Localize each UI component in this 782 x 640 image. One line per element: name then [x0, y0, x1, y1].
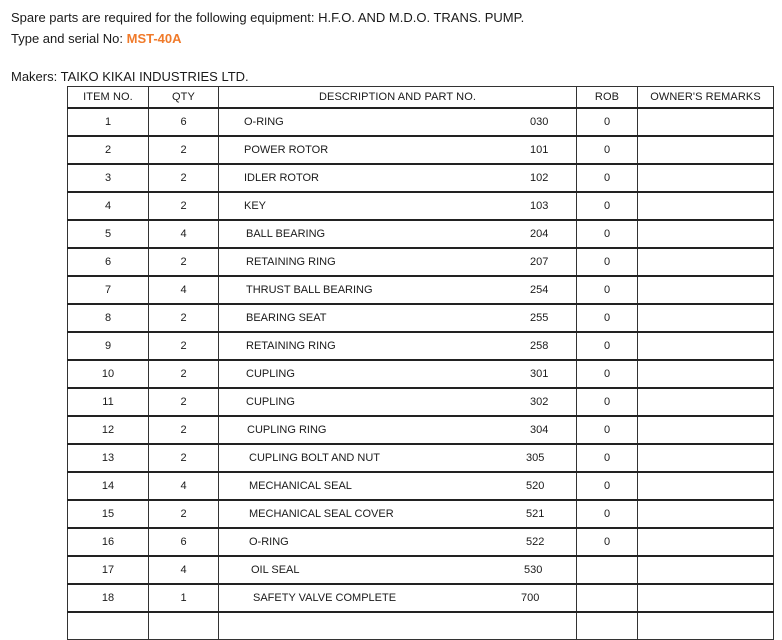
table-row	[68, 220, 774, 248]
cell-rob: 0	[577, 444, 638, 472]
header-description: DESCRIPTION AND PART NO.	[219, 87, 577, 109]
cell-rob	[577, 584, 638, 612]
cell-description	[219, 108, 577, 136]
cell-qty: 2	[149, 164, 219, 192]
table-row	[68, 416, 774, 444]
cell-item-no: 17	[68, 556, 149, 584]
part-number: 301	[530, 368, 549, 380]
makers-line: Makers: TAIKO KIKAI INDUSTRIES LTD.	[11, 69, 249, 84]
cell-item-no: 14	[68, 472, 149, 500]
part-number: 207	[530, 256, 549, 268]
cell-rob: 0	[577, 360, 638, 388]
cell-description	[219, 612, 577, 640]
cell-description	[219, 500, 577, 528]
table-row	[68, 332, 774, 360]
header-item-no: ITEM NO.	[68, 87, 149, 109]
cell-rob: 0	[577, 108, 638, 136]
cell-rob: 0	[577, 472, 638, 500]
description-text: POWER ROTOR	[244, 144, 329, 156]
cell-qty: 2	[149, 192, 219, 220]
description-text: THRUST BALL BEARING	[246, 284, 373, 296]
description-text: KEY	[244, 200, 267, 212]
description-text: CUPLING	[246, 396, 295, 408]
cell-item-no: 8	[68, 304, 149, 332]
cell-item-no: 2	[68, 136, 149, 164]
cell-qty: 2	[149, 332, 219, 360]
cell-item-no: 12	[68, 416, 149, 444]
part-number: 520	[526, 480, 545, 492]
cell-qty: 2	[149, 500, 219, 528]
table-row	[68, 276, 774, 304]
table-row	[68, 192, 774, 220]
cell-description	[219, 276, 577, 304]
cell-owner-remarks	[638, 360, 774, 388]
description-text: MECHANICAL SEAL	[249, 480, 352, 492]
description-text: OIL SEAL	[251, 564, 300, 576]
table-row	[68, 444, 774, 472]
header-remarks: OWNER'S REMARKS	[638, 87, 774, 109]
part-number: 255	[530, 312, 549, 324]
cell-owner-remarks	[638, 220, 774, 248]
cell-rob: 0	[577, 416, 638, 444]
cell-rob	[577, 612, 638, 640]
part-number: 254	[530, 284, 549, 296]
cell-item-no: 3	[68, 164, 149, 192]
type-serial-line	[11, 31, 182, 47]
description-text: O-RING	[244, 116, 284, 128]
description-text: CUPLING BOLT AND NUT	[249, 452, 381, 464]
description-text: BEARING SEAT	[246, 312, 327, 324]
table-row	[68, 500, 774, 528]
table-row	[68, 388, 774, 416]
cell-item-no: 11	[68, 388, 149, 416]
cell-rob: 0	[577, 304, 638, 332]
cell-owner-remarks	[638, 164, 774, 192]
cell-description	[219, 444, 577, 472]
cell-item-no	[68, 612, 149, 640]
cell-item-no: 13	[68, 444, 149, 472]
header-rob: ROB	[577, 87, 638, 109]
cell-description	[219, 388, 577, 416]
cell-qty: 2	[149, 388, 219, 416]
table-row	[68, 612, 774, 640]
cell-description	[219, 472, 577, 500]
cell-description	[219, 248, 577, 276]
cell-rob: 0	[577, 248, 638, 276]
cell-owner-remarks	[638, 304, 774, 332]
description-text: O-RING	[249, 536, 289, 548]
cell-description	[219, 332, 577, 360]
cell-description	[219, 304, 577, 332]
cell-owner-remarks	[638, 444, 774, 472]
cell-owner-remarks	[638, 388, 774, 416]
table-row	[68, 584, 774, 612]
part-number: 302	[530, 396, 549, 408]
cell-owner-remarks	[638, 108, 774, 136]
description-text: MECHANICAL SEAL COVER	[249, 508, 394, 520]
table-header-row	[68, 87, 774, 109]
part-number: 101	[530, 144, 549, 156]
table-row	[68, 304, 774, 332]
cell-rob: 0	[577, 136, 638, 164]
cell-item-no: 4	[68, 192, 149, 220]
cell-description	[219, 528, 577, 556]
cell-owner-remarks	[638, 416, 774, 444]
description-text: CUPLING	[246, 368, 295, 380]
description-text: RETAINING RING	[246, 256, 336, 268]
part-number: 305	[526, 452, 545, 464]
cell-owner-remarks	[638, 192, 774, 220]
cell-owner-remarks	[638, 472, 774, 500]
cell-rob: 0	[577, 276, 638, 304]
part-number: 521	[526, 508, 545, 520]
cell-owner-remarks	[638, 584, 774, 612]
table-row	[68, 556, 774, 584]
cell-rob: 0	[577, 220, 638, 248]
type-serial-value: MST-40A	[126, 31, 182, 46]
cell-owner-remarks	[638, 136, 774, 164]
cell-rob: 0	[577, 164, 638, 192]
cell-owner-remarks	[638, 612, 774, 640]
part-number: 700	[521, 592, 540, 604]
cell-qty	[149, 612, 219, 640]
cell-item-no: 6	[68, 248, 149, 276]
cell-description	[219, 192, 577, 220]
part-number: 522	[526, 536, 545, 548]
description-text: IDLER ROTOR	[244, 172, 319, 184]
cell-description	[219, 136, 577, 164]
cell-qty: 4	[149, 472, 219, 500]
cell-description	[219, 556, 577, 584]
part-number: 204	[530, 228, 549, 240]
cell-description	[219, 584, 577, 612]
description-text: BALL BEARING	[246, 228, 326, 240]
cell-rob: 0	[577, 528, 638, 556]
table-body	[68, 108, 774, 640]
cell-qty: 6	[149, 108, 219, 136]
part-number: 258	[530, 340, 549, 352]
cell-owner-remarks	[638, 528, 774, 556]
header-qty: QTY	[149, 87, 219, 109]
description-text: RETAINING RING	[246, 340, 336, 352]
cell-qty: 2	[149, 248, 219, 276]
cell-item-no: 7	[68, 276, 149, 304]
cell-rob: 0	[577, 500, 638, 528]
cell-item-no: 15	[68, 500, 149, 528]
table-row	[68, 136, 774, 164]
spare-parts-table	[67, 86, 774, 640]
cell-qty: 6	[149, 528, 219, 556]
type-serial-label: Type and serial No:	[11, 31, 127, 46]
table-row	[68, 472, 774, 500]
description-text: CUPLING RING	[247, 424, 327, 436]
part-number: 530	[524, 564, 543, 576]
cell-description	[219, 360, 577, 388]
cell-owner-remarks	[638, 276, 774, 304]
table-row	[68, 248, 774, 276]
cell-qty: 2	[149, 304, 219, 332]
cell-item-no: 5	[68, 220, 149, 248]
cell-owner-remarks	[638, 332, 774, 360]
part-number: 304	[530, 424, 549, 436]
cell-qty: 4	[149, 220, 219, 248]
cell-owner-remarks	[638, 556, 774, 584]
part-number: 103	[530, 200, 549, 212]
cell-item-no: 9	[68, 332, 149, 360]
cell-owner-remarks	[638, 248, 774, 276]
table-row	[68, 108, 774, 136]
cell-description	[219, 220, 577, 248]
cell-description	[219, 164, 577, 192]
cell-rob	[577, 556, 638, 584]
cell-rob: 0	[577, 332, 638, 360]
cell-qty: 4	[149, 276, 219, 304]
cell-item-no: 1	[68, 108, 149, 136]
cell-description	[219, 416, 577, 444]
cell-item-no: 10	[68, 360, 149, 388]
cell-qty: 2	[149, 360, 219, 388]
cell-qty: 2	[149, 444, 219, 472]
table-row	[68, 528, 774, 556]
cell-item-no: 18	[68, 584, 149, 612]
cell-qty: 4	[149, 556, 219, 584]
cell-qty: 2	[149, 136, 219, 164]
cell-qty: 1	[149, 584, 219, 612]
equipment-line: Spare parts are required for the following equipment: H.F.O. AND M.D.O. TRANS. PUMP.	[11, 10, 525, 25]
table-row	[68, 164, 774, 192]
cell-rob: 0	[577, 192, 638, 220]
cell-rob: 0	[577, 388, 638, 416]
cell-owner-remarks	[638, 500, 774, 528]
cell-qty: 2	[149, 416, 219, 444]
part-number: 102	[530, 172, 549, 184]
part-number: 030	[530, 116, 549, 128]
table-row	[68, 360, 774, 388]
description-text: SAFETY VALVE COMPLETE	[253, 592, 397, 604]
cell-item-no: 16	[68, 528, 149, 556]
